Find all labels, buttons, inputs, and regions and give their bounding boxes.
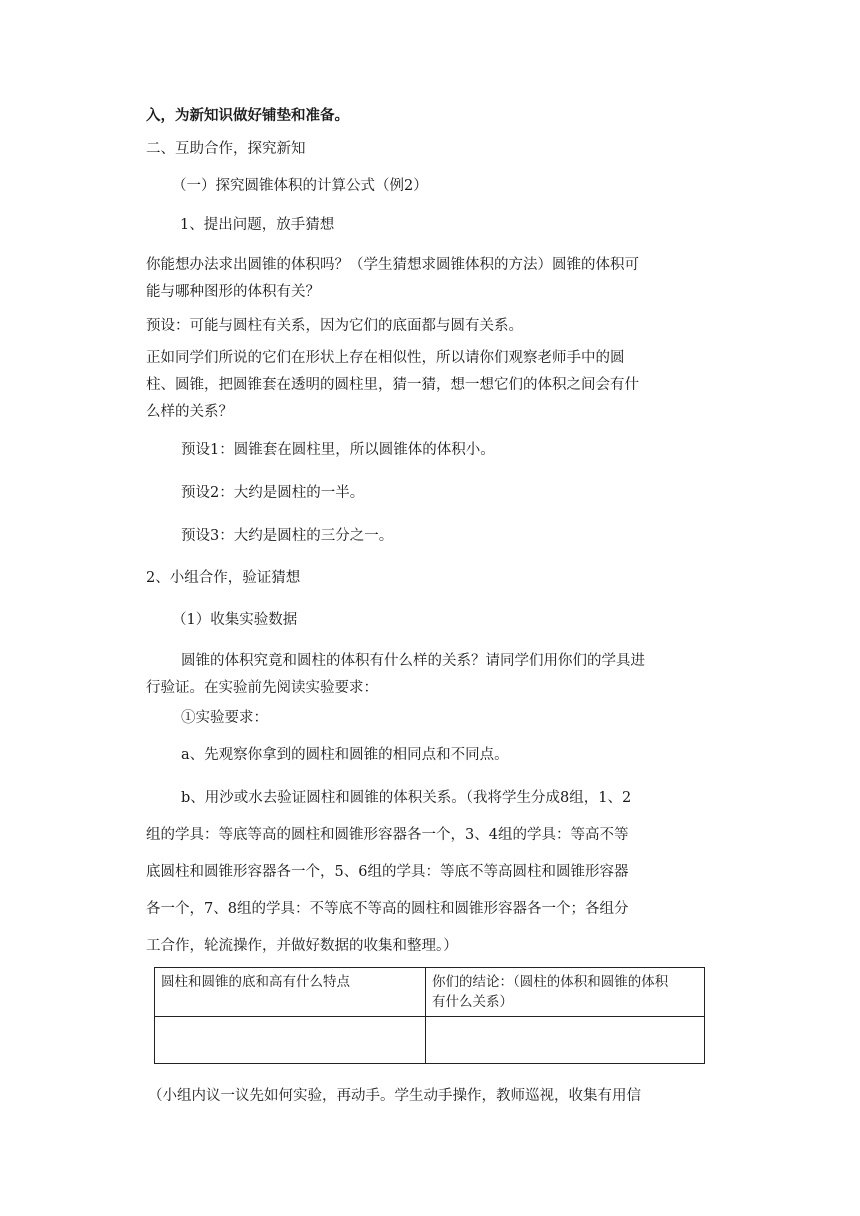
table-header-right-line: 有什么关系） bbox=[432, 994, 513, 1010]
prediction-line: 预设2：大约是圆柱的一半。 bbox=[181, 485, 365, 501]
table-header-right-line: 你们的结论：（圆柱的体积和圆锥的体积 bbox=[432, 974, 669, 990]
subsection-heading-1: （一）探究圆锥体积的计算公式（例2） bbox=[172, 178, 428, 194]
table-header-left: 圆柱和圆锥的底和高有什么特点 bbox=[161, 974, 350, 990]
prediction-line: 预设3：大约是圆柱的三分之一。 bbox=[181, 528, 394, 544]
paragraph-line: 行验证。在实验前先阅读实验要求： bbox=[146, 680, 378, 696]
step-heading-2: 2、小组合作，验证猜想 bbox=[146, 570, 301, 586]
step-heading-1: 1、提出问题，放手猜想 bbox=[180, 217, 335, 233]
paragraph-line: 组的学具：等底等高的圆柱和圆锥形容器各一个，3、4组的学具：等高不等 bbox=[146, 827, 629, 843]
paragraph-line: 圆锥的体积究竟和圆柱的体积有什么样的关系？请同学们用你们的学具进 bbox=[181, 653, 645, 669]
subsection-heading-2: （1）收集实验数据 bbox=[172, 612, 298, 628]
paragraph-line: （小组内议一议先如何实验，再动手。学生动手操作，教师巡视，收集有用信 bbox=[148, 1088, 641, 1104]
table-answer-cell-left bbox=[155, 1017, 426, 1064]
table-row bbox=[155, 1017, 705, 1064]
table-row bbox=[155, 968, 705, 1017]
intro-continuation: 入，为新知识做好铺垫和准备。 bbox=[146, 107, 349, 124]
paragraph-line: 工合作，轮流操作，并做好数据的收集和整理。） bbox=[146, 938, 458, 954]
experiment-table bbox=[154, 967, 705, 1064]
paragraph-line: 你能想办法求出圆锥的体积吗？（学生猜想求圆锥体积的方法）圆锥的体积可 bbox=[146, 257, 639, 273]
paragraph-line: 能与哪种图形的体积有关？ bbox=[146, 284, 320, 300]
paragraph-line: 么样的关系？ bbox=[146, 404, 233, 420]
table-answer-cell-right bbox=[426, 1017, 705, 1064]
paragraph-line: 柱、圆锥，把圆锥套在透明的圆柱里，猜一猜，想一想它们的体积之间会有什 bbox=[146, 377, 639, 393]
prediction-line: 预设1：圆锥套在圆柱里，所以圆锥体的体积小。 bbox=[181, 442, 495, 458]
paragraph-line: 底圆柱和圆锥形容器各一个，5、6组的学具：等底不等高圆柱和圆锥形容器 bbox=[146, 864, 629, 880]
requirement-item-a: a、先观察你拿到的圆柱和圆锥的相同点和不同点。 bbox=[181, 747, 509, 763]
requirement-item-b: b、用沙或水去验证圆柱和圆锥的体积关系。（我将学生分成8组，1、2 bbox=[181, 790, 632, 806]
table-header-cell bbox=[155, 968, 426, 1017]
paragraph-line: 正如同学们所说的它们在形状上存在相似性，所以请你们观察老师手中的圆 bbox=[146, 350, 625, 366]
section-heading-2: 二、互助合作，探究新知 bbox=[146, 141, 306, 157]
table-header-cell bbox=[426, 968, 705, 1017]
requirement-heading: ①实验要求： bbox=[181, 710, 268, 726]
paragraph-line: 各一个，7、8组的学具：不等底不等高的圆柱和圆锥形容器各一个；各组分 bbox=[146, 901, 629, 917]
paragraph-line: 预设：可能与圆柱有关系，因为它们的底面都与圆有关系。 bbox=[146, 318, 523, 334]
